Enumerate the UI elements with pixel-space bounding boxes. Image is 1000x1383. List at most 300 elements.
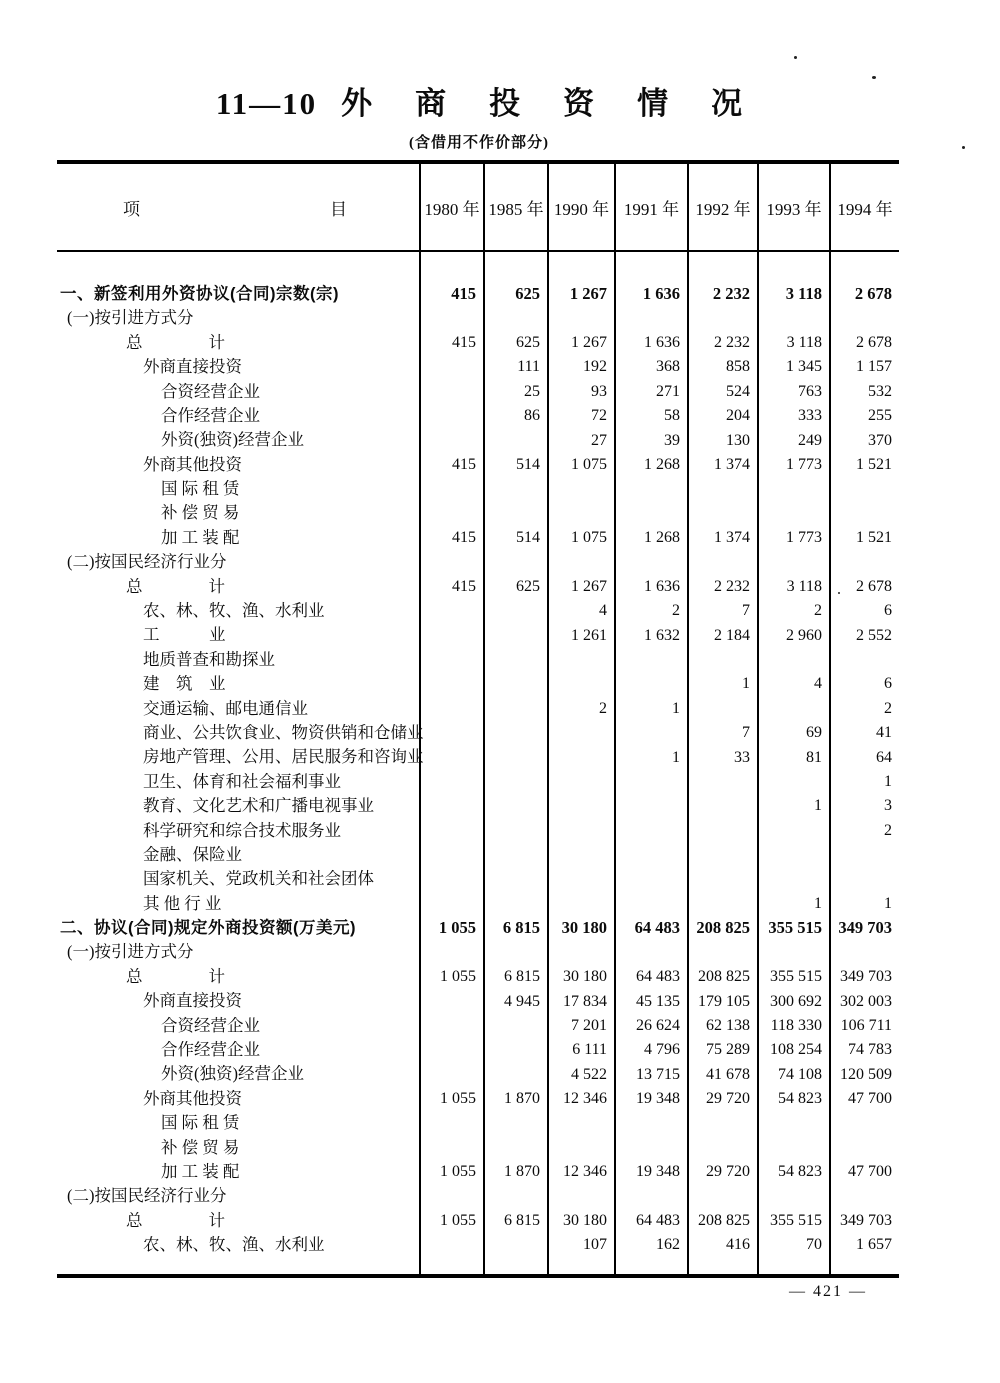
- cell-value: [615, 941, 688, 965]
- cell-value: [420, 892, 484, 916]
- scan-speck: [838, 592, 840, 594]
- row-label: 商业、公共饮食业、物资供销和仓储业: [143, 722, 424, 742]
- table-row: [57, 428, 899, 452]
- table-row: [57, 453, 899, 477]
- cell-value: [758, 477, 830, 501]
- year-column-header-1993: 1993 年: [758, 162, 830, 251]
- cell-value: [420, 623, 484, 647]
- cell-value: 3 118: [758, 575, 830, 599]
- cell-value: [420, 648, 484, 672]
- scan-speck: [794, 56, 797, 59]
- cell-value: [484, 306, 548, 330]
- cell-value: 1: [830, 892, 899, 916]
- cell-value: 179 105: [688, 989, 758, 1013]
- cell-value: [615, 721, 688, 745]
- cell-value: [688, 867, 758, 891]
- cell-value: 33: [688, 745, 758, 769]
- cell-value: [548, 794, 615, 818]
- cell-value: 62 138: [688, 1014, 758, 1038]
- cell-value: [420, 867, 484, 891]
- cell-value: [484, 1136, 548, 1160]
- cell-value: 41: [830, 721, 899, 745]
- cell-value: [484, 1063, 548, 1087]
- cell-value: [615, 502, 688, 526]
- cell-value: 2 678: [830, 575, 899, 599]
- cell-value: [484, 1233, 548, 1275]
- year-column-header-1992: 1992 年: [688, 162, 758, 251]
- table-row: [57, 1063, 899, 1087]
- cell-value: [830, 941, 899, 965]
- cell-value: 249: [758, 428, 830, 452]
- cell-value: 6 815: [484, 965, 548, 989]
- table-row: [57, 989, 899, 1013]
- cell-value: [830, 1136, 899, 1160]
- table-row: [57, 648, 899, 672]
- cell-value: 47 700: [830, 1087, 899, 1111]
- cell-value: 108 254: [758, 1038, 830, 1062]
- cell-value: 355 515: [758, 965, 830, 989]
- cell-value: 415: [420, 575, 484, 599]
- cell-value: [484, 745, 548, 769]
- row-label: 外商直接投资: [143, 991, 242, 1011]
- cell-value: [420, 1038, 484, 1062]
- cell-value: [758, 770, 830, 794]
- cell-value: 4 945: [484, 989, 548, 1013]
- scan-speck: [872, 76, 876, 79]
- cell-value: 1 636: [615, 331, 688, 355]
- cell-value: 1 075: [548, 453, 615, 477]
- table-row: [57, 477, 899, 501]
- table-row: [57, 251, 899, 306]
- cell-value: [484, 1038, 548, 1062]
- cell-value: [688, 306, 758, 330]
- cell-value: [830, 648, 899, 672]
- cell-value: 1 267: [548, 575, 615, 599]
- cell-value: [420, 477, 484, 501]
- cell-value: 415: [420, 251, 484, 306]
- cell-value: [758, 843, 830, 867]
- cell-value: [688, 550, 758, 574]
- cell-value: [688, 1136, 758, 1160]
- cell-value: [548, 550, 615, 574]
- cell-value: 86: [484, 404, 548, 428]
- cell-value: [484, 550, 548, 574]
- row-label: 二、协议(合同)规定外商投资额(万美元): [60, 919, 356, 938]
- cell-value: 1 374: [688, 526, 758, 550]
- cell-value: 271: [615, 380, 688, 404]
- cell-value: [420, 355, 484, 379]
- table-row: [57, 1014, 899, 1038]
- table-row: [57, 745, 899, 769]
- cell-value: 93: [548, 380, 615, 404]
- cell-value: 2: [758, 599, 830, 623]
- cell-value: [484, 428, 548, 452]
- table-row: [57, 867, 899, 891]
- cell-value: 27: [548, 428, 615, 452]
- cell-value: 192: [548, 355, 615, 379]
- cell-value: [548, 477, 615, 501]
- cell-value: [420, 721, 484, 745]
- table-row: [57, 672, 899, 696]
- table-row: [57, 404, 899, 428]
- cell-value: 64 483: [615, 916, 688, 940]
- cell-value: 1 267: [548, 331, 615, 355]
- cell-value: [484, 648, 548, 672]
- cell-value: [420, 989, 484, 1013]
- cell-value: 1 261: [548, 623, 615, 647]
- table-row: [57, 599, 899, 623]
- table-row: [57, 1233, 899, 1275]
- cell-value: 2 678: [830, 251, 899, 306]
- row-label: (一)按引进方式分: [67, 942, 194, 962]
- cell-value: [484, 770, 548, 794]
- cell-value: 349 703: [830, 965, 899, 989]
- cell-value: 1 870: [484, 1160, 548, 1184]
- cell-value: 106 711: [830, 1014, 899, 1038]
- row-label: 国家机关、党政机关和社会团体: [143, 869, 374, 889]
- table-row: [57, 1136, 899, 1160]
- year-column-header-1991: 1991 年: [615, 162, 688, 251]
- table-row: [57, 1087, 899, 1111]
- cell-value: [688, 819, 758, 843]
- table-row: [57, 721, 899, 745]
- cell-value: 81: [758, 745, 830, 769]
- row-label: 金融、保险业: [143, 844, 242, 864]
- cell-value: [758, 306, 830, 330]
- cell-value: [615, 306, 688, 330]
- cell-value: [830, 1184, 899, 1208]
- cell-value: 30 180: [548, 916, 615, 940]
- cell-value: 7: [688, 599, 758, 623]
- cell-value: [548, 770, 615, 794]
- cell-value: 130: [688, 428, 758, 452]
- table-row: [57, 794, 899, 818]
- year-column-header-1985: 1985 年: [484, 162, 548, 251]
- cell-value: 415: [420, 331, 484, 355]
- cell-value: 370: [830, 428, 899, 452]
- year-column-header-1990: 1990 年: [548, 162, 615, 251]
- cell-value: 25: [484, 380, 548, 404]
- item-header-left: 项: [123, 199, 140, 219]
- cell-value: [484, 697, 548, 721]
- table-row: [57, 331, 899, 355]
- cell-value: [484, 721, 548, 745]
- cell-value: [688, 892, 758, 916]
- cell-value: [615, 477, 688, 501]
- cell-value: 6 815: [484, 1209, 548, 1233]
- cell-value: 625: [484, 331, 548, 355]
- cell-value: [484, 1184, 548, 1208]
- cell-value: [484, 892, 548, 916]
- cell-value: 2 232: [688, 251, 758, 306]
- cell-value: 29 720: [688, 1087, 758, 1111]
- cell-value: 255: [830, 404, 899, 428]
- cell-value: [615, 672, 688, 696]
- cell-value: 1 773: [758, 453, 830, 477]
- cell-value: [420, 1136, 484, 1160]
- row-label: 加 工 装 配: [161, 527, 240, 547]
- cell-value: 26 624: [615, 1014, 688, 1038]
- row-label: 总 计: [126, 966, 225, 986]
- cell-value: [688, 1111, 758, 1135]
- cell-value: 1 055: [420, 1209, 484, 1233]
- row-label: 外商其他投资: [143, 454, 242, 474]
- cell-value: [758, 697, 830, 721]
- cell-value: [420, 502, 484, 526]
- table-row: [57, 892, 899, 916]
- row-label: 国 际 租 赁: [161, 479, 240, 499]
- row-label: 加 工 装 配: [161, 1162, 240, 1181]
- cell-value: 1: [830, 770, 899, 794]
- cell-value: [615, 770, 688, 794]
- cell-value: 208 825: [688, 916, 758, 940]
- row-label: 总 计: [126, 576, 225, 596]
- table-row: [57, 1209, 899, 1233]
- cell-value: 29 720: [688, 1160, 758, 1184]
- cell-value: [420, 745, 484, 769]
- cell-value: 1: [615, 697, 688, 721]
- cell-value: 1 773: [758, 526, 830, 550]
- table-row: [57, 575, 899, 599]
- cell-value: 118 330: [758, 1014, 830, 1038]
- cell-value: 349 703: [830, 916, 899, 940]
- cell-value: 1 267: [548, 251, 615, 306]
- cell-value: [420, 380, 484, 404]
- table-row: [57, 502, 899, 526]
- cell-value: 2 960: [758, 623, 830, 647]
- row-label: 合资经营企业: [161, 1015, 260, 1035]
- cell-value: [420, 1184, 484, 1208]
- cell-value: [420, 697, 484, 721]
- row-label: 教育、文化艺术和广播电视事业: [143, 796, 374, 816]
- cell-value: 1 521: [830, 453, 899, 477]
- cell-value: 4 522: [548, 1063, 615, 1087]
- cell-value: 302 003: [830, 989, 899, 1013]
- cell-value: [484, 843, 548, 867]
- cell-value: [420, 941, 484, 965]
- cell-value: 6: [830, 672, 899, 696]
- row-label: 国 际 租 赁: [161, 1113, 240, 1133]
- cell-value: 17 834: [548, 989, 615, 1013]
- cell-value: [548, 1136, 615, 1160]
- table-row: [57, 526, 899, 550]
- cell-value: 1: [758, 794, 830, 818]
- cell-value: 70: [758, 1233, 830, 1275]
- row-label: 科学研究和综合技术服务业: [143, 820, 341, 840]
- cell-value: 514: [484, 453, 548, 477]
- cell-value: 1 268: [615, 526, 688, 550]
- cell-value: 69: [758, 721, 830, 745]
- cell-value: [420, 599, 484, 623]
- cell-value: [548, 941, 615, 965]
- cell-value: [420, 428, 484, 452]
- item-header-right: 目: [330, 199, 347, 219]
- cell-value: [830, 867, 899, 891]
- cell-value: [420, 550, 484, 574]
- cell-value: 64 483: [615, 1209, 688, 1233]
- row-label: 补 偿 贸 易: [161, 1137, 240, 1157]
- row-label: 合作经营企业: [161, 1040, 260, 1060]
- table-row: [57, 697, 899, 721]
- page-subtitle: (含借用不作价部分): [409, 135, 549, 151]
- row-label: 外商其他投资: [143, 1088, 242, 1108]
- cell-value: 1 636: [615, 251, 688, 306]
- row-label: 农、林、牧、渔、水利业: [143, 601, 325, 621]
- cell-value: [548, 1184, 615, 1208]
- cell-value: [420, 404, 484, 428]
- cell-value: [688, 697, 758, 721]
- cell-value: [484, 502, 548, 526]
- cell-value: [830, 550, 899, 574]
- cell-value: [830, 306, 899, 330]
- cell-value: 7 201: [548, 1014, 615, 1038]
- cell-value: 524: [688, 380, 758, 404]
- cell-value: [420, 306, 484, 330]
- cell-value: [758, 1184, 830, 1208]
- cell-value: [548, 721, 615, 745]
- cell-value: [484, 819, 548, 843]
- cell-value: [420, 672, 484, 696]
- cell-value: 4: [548, 599, 615, 623]
- table-row: [57, 916, 899, 940]
- cell-value: [688, 502, 758, 526]
- cell-value: [688, 843, 758, 867]
- scan-speck: [962, 146, 965, 149]
- cell-value: 6 111: [548, 1038, 615, 1062]
- cell-value: [420, 770, 484, 794]
- cell-value: [548, 819, 615, 843]
- cell-value: 2 184: [688, 623, 758, 647]
- cell-value: [615, 550, 688, 574]
- cell-value: 763: [758, 380, 830, 404]
- cell-value: 2: [615, 599, 688, 623]
- cell-value: [548, 843, 615, 867]
- cell-value: [615, 843, 688, 867]
- cell-value: 58: [615, 404, 688, 428]
- cell-value: [758, 1111, 830, 1135]
- row-label: 总 计: [126, 1210, 225, 1230]
- cell-value: [758, 867, 830, 891]
- cell-value: 3 118: [758, 331, 830, 355]
- cell-value: 1 870: [484, 1087, 548, 1111]
- table-header-row: [57, 162, 899, 251]
- row-label: 交通运输、邮电通信业: [143, 698, 308, 718]
- row-label: 地质普查和勘探业: [143, 649, 275, 669]
- row-label: 其 他 行 业: [143, 893, 222, 913]
- cell-value: 19 348: [615, 1160, 688, 1184]
- cell-value: 333: [758, 404, 830, 428]
- cell-value: 1 055: [420, 1087, 484, 1111]
- cell-value: 1 345: [758, 355, 830, 379]
- row-label: 合作经营企业: [161, 405, 260, 425]
- cell-value: [484, 599, 548, 623]
- cell-value: [830, 843, 899, 867]
- cell-value: 39: [615, 428, 688, 452]
- cell-value: [615, 1184, 688, 1208]
- cell-value: [484, 477, 548, 501]
- cell-value: [615, 1111, 688, 1135]
- cell-value: [484, 941, 548, 965]
- cell-value: 4 796: [615, 1038, 688, 1062]
- cell-value: [548, 867, 615, 891]
- cell-value: [830, 1111, 899, 1135]
- cell-value: 6: [830, 599, 899, 623]
- cell-value: 72: [548, 404, 615, 428]
- cell-value: 1 657: [830, 1233, 899, 1275]
- cell-value: 1 521: [830, 526, 899, 550]
- cell-value: [548, 745, 615, 769]
- cell-value: [484, 1014, 548, 1038]
- cell-value: [688, 941, 758, 965]
- row-label: 补 偿 贸 易: [161, 503, 240, 523]
- row-label: 总 计: [126, 332, 225, 352]
- row-label: 外商直接投资: [143, 357, 242, 377]
- cell-value: 1: [758, 892, 830, 916]
- table-number: 11—10: [215, 86, 318, 121]
- cell-value: 1 055: [420, 965, 484, 989]
- cell-value: 3 118: [758, 251, 830, 306]
- cell-value: 54 823: [758, 1087, 830, 1111]
- table-row: [57, 843, 899, 867]
- cell-value: [688, 1184, 758, 1208]
- cell-value: 1 268: [615, 453, 688, 477]
- cell-value: 368: [615, 355, 688, 379]
- row-label: 合资经营企业: [161, 381, 260, 401]
- year-column-header-1994: 1994 年: [830, 162, 899, 251]
- cell-value: [615, 648, 688, 672]
- cell-value: 2: [830, 697, 899, 721]
- cell-value: 111: [484, 355, 548, 379]
- cell-value: [548, 672, 615, 696]
- cell-value: [830, 477, 899, 501]
- cell-value: [420, 1111, 484, 1135]
- cell-value: 300 692: [758, 989, 830, 1013]
- cell-value: 532: [830, 380, 899, 404]
- table-row: [57, 550, 899, 574]
- row-label: 外资(独资)经营企业: [161, 1064, 304, 1084]
- cell-value: 41 678: [688, 1063, 758, 1087]
- cell-value: [548, 502, 615, 526]
- cell-value: [758, 648, 830, 672]
- cell-value: 64: [830, 745, 899, 769]
- cell-value: 2 552: [830, 623, 899, 647]
- cell-value: 30 180: [548, 1209, 615, 1233]
- cell-value: 1 055: [420, 916, 484, 940]
- cell-value: 355 515: [758, 916, 830, 940]
- cell-value: 1 157: [830, 355, 899, 379]
- cell-value: 415: [420, 526, 484, 550]
- cell-value: 120 509: [830, 1063, 899, 1087]
- cell-value: 625: [484, 575, 548, 599]
- cell-value: 204: [688, 404, 758, 428]
- cell-value: 1: [688, 672, 758, 696]
- table-row: [57, 1111, 899, 1135]
- table-row: [57, 819, 899, 843]
- cell-value: [484, 672, 548, 696]
- cell-value: 12 346: [548, 1087, 615, 1111]
- cell-value: 2 232: [688, 575, 758, 599]
- cell-value: [758, 1136, 830, 1160]
- cell-value: 355 515: [758, 1209, 830, 1233]
- cell-value: 1 075: [548, 526, 615, 550]
- table-row: [57, 380, 899, 404]
- cell-value: 107: [548, 1233, 615, 1275]
- cell-value: [615, 819, 688, 843]
- cell-value: 74 783: [830, 1038, 899, 1062]
- page-number: — 421 —: [789, 1283, 867, 1300]
- row-label: 房地产管理、公用、居民服务和咨询业: [143, 747, 424, 767]
- cell-value: [688, 794, 758, 818]
